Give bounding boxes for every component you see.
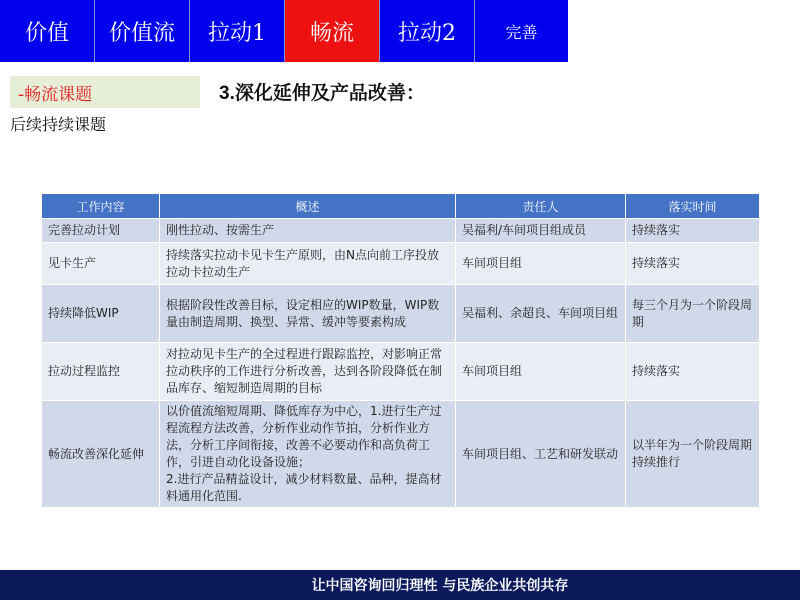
table-cell: 持续落实 <box>626 219 760 243</box>
table-cell: 刚性拉动、按需生产 <box>160 219 456 243</box>
table-cell: 持续落实 <box>626 343 760 401</box>
section-tag: -畅流课题 <box>10 76 200 108</box>
page-title: 3.深化延伸及产品改善： <box>219 83 425 104</box>
table-row <box>42 219 760 243</box>
nav-tab-pull-1[interactable]: 拉动1 <box>190 0 285 62</box>
table-cell: 车间项目组 <box>456 243 626 285</box>
table-row <box>42 343 760 401</box>
table-cell: 见卡生产 <box>42 243 160 285</box>
table-cell: 完善拉动计划 <box>42 219 160 243</box>
table-cell: 持续落实 <box>626 243 760 285</box>
table-cell: 吴福利、余超良、车间项目组 <box>456 285 626 343</box>
table-row <box>42 401 760 508</box>
table-cell: 畅流改善深化延伸 <box>42 401 160 508</box>
table-cell: 每三个月为一个阶段周期 <box>626 285 760 343</box>
nav-tab-value-stream[interactable]: 价值流 <box>95 0 190 62</box>
column-header-timeline: 落实时间 <box>626 194 760 219</box>
table-cell: 持续落实拉动卡见卡生产原则，由N点向前工序投放拉动卡拉动生产 <box>160 243 456 285</box>
page-subtitle: 后续持续课题 <box>10 115 107 134</box>
table-cell: 根据阶段性改善目标，设定相应的WIP数量，WIP数量由制造周期、换型、异常、缓冲等要素构成 <box>160 285 456 343</box>
table-cell: 对拉动见卡生产的全过程进行跟踪监控，对影响正常拉动秩序的工作进行分析改善，达到各阶段降低在制品库存、缩短制造周期的目标 <box>160 343 456 401</box>
column-header-work: 工作内容 <box>42 194 160 219</box>
table-cell: 拉动过程监控 <box>42 343 160 401</box>
footer-slogan: 让中国咨询回归理性 与民族企业共创共存 <box>311 578 569 594</box>
nav-tab-flow[interactable]: 畅流 <box>285 0 380 62</box>
column-header-summary: 概述 <box>160 194 456 219</box>
table-cell: 车间项目组、工艺和研发联动 <box>456 401 626 508</box>
top-nav <box>0 0 568 62</box>
nav-tab-value[interactable]: 价值 <box>0 0 95 62</box>
table-cell: 吴福利/车间项目组成员 <box>456 219 626 243</box>
column-header-owner: 责任人 <box>456 194 626 219</box>
footer-bar <box>0 570 800 600</box>
nav-tab-perfect[interactable]: 完善 <box>475 0 568 62</box>
table-row <box>42 243 760 285</box>
table-cell: 以价值流缩短周期、降低库存为中心，1.进行生产过程流程方法改善，分析作业动作节拍，分析作业方法，分析工序间衔接，改善不必要动作和高负荷工作，引进自动化设备设施； 2.进行产品精益设计，减少材料数量、品种，提高材料通用化范围. <box>160 401 456 508</box>
table-cell: 车间项目组 <box>456 343 626 401</box>
table-row <box>42 285 760 343</box>
table-cell: 以半年为一个阶段周期持续推行 <box>626 401 760 508</box>
task-table <box>41 193 760 508</box>
table-header-row <box>42 194 760 219</box>
nav-tab-pull-2[interactable]: 拉动2 <box>380 0 475 62</box>
table-cell: 持续降低WIP <box>42 285 160 343</box>
